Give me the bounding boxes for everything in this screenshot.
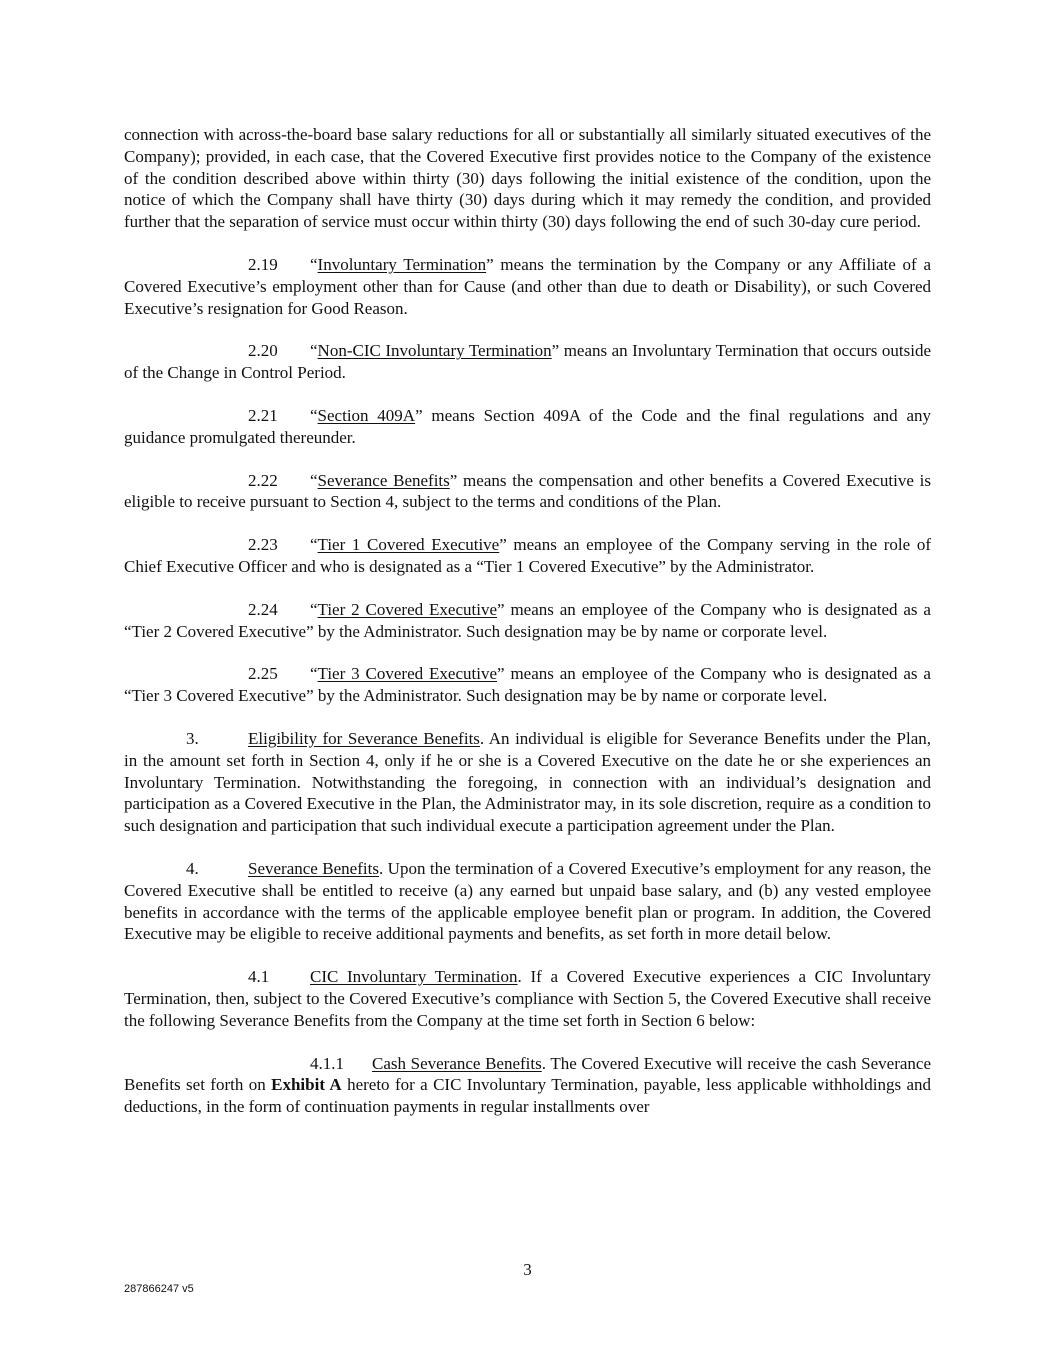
- definition-text: ” means an employee of the Company who is designated as a “Tier 3 Covered Executive” by the Administrator. Such designation may be by name or corporate level.: [124, 664, 931, 706]
- defined-term: Non-CIC Involuntary Termination: [317, 341, 552, 361]
- section-text: . Upon the termination of a Covered Executive’s employment for any reason, the Covered Executive shall be entitled to receive (a) any earned but unpaid base salary, and (b) any vested employee benefits in accordance with the terms of the applicable employee benefit plan or program. In addition, the Covered Executive may be eligible to receive additional payments and benefits, as set forth in more detail below.: [124, 858, 931, 944]
- defined-term: Tier 2 Covered Executive: [317, 599, 497, 619]
- section-number: 4.1.1: [310, 1053, 344, 1073]
- section-number: 2.24: [248, 599, 278, 619]
- open-quote: “: [310, 535, 318, 555]
- exhibit-reference: Exhibit A: [271, 1075, 342, 1095]
- open-quote: “: [310, 599, 318, 619]
- section-number: 2.21: [248, 405, 278, 425]
- section-2-25: [124, 663, 931, 707]
- section-number: 2.22: [248, 470, 278, 490]
- section-4-1: [124, 966, 931, 1031]
- section-heading: Cash Severance Benefits: [372, 1053, 542, 1073]
- section-text: . The Covered Executive will receive the cash Severance Benefits set forth on: [124, 1053, 931, 1095]
- section-3: [124, 728, 931, 837]
- section-text: . An individual is eligible for Severance Benefits under the Plan, in the amount set forth in Section 4, only if he or she is a Covered Executive on the date he or she experiences an Involuntary Termination. Notwithstanding the foregoing, in connection with an individual’s designation and participation as a Covered Executive in the Plan, the Administrator may, in its sole discretion, require as a condition to such designation and participation that such individual execute a participation agreement under the Plan.: [124, 728, 931, 836]
- section-2-20: [124, 340, 931, 384]
- open-quote: “: [310, 341, 318, 361]
- section-number: 2.19: [248, 254, 278, 274]
- definition-text: ” means Section 409A of the Code and the final regulations and any guidance promulgated thereunder.: [124, 405, 931, 447]
- defined-term: Tier 1 Covered Executive: [317, 535, 500, 555]
- definition-text: ” means an Involuntary Termination that occurs outside of the Change in Control Period.: [124, 341, 931, 383]
- page-number: 3: [523, 1260, 532, 1279]
- section-number: 2.20: [248, 341, 278, 361]
- section-2-21: [124, 405, 931, 449]
- section-heading: CIC Involuntary Termination: [310, 967, 518, 987]
- defined-term: Involuntary Termination: [317, 254, 487, 274]
- section-number: 2.25: [248, 664, 278, 684]
- document-id: 287866247 v5: [124, 1283, 194, 1295]
- section-4: [124, 858, 931, 945]
- section-2-19: [124, 254, 931, 319]
- definition-text: ” means the termination by the Company or any Affiliate of a Covered Executive’s employment other than for Cause (and other than due to death or Disability), or such Covered Executive’s resignation for Good Reason.: [124, 254, 931, 318]
- open-quote: “: [310, 664, 318, 684]
- document-page: [124, 124, 931, 1139]
- open-quote: “: [310, 405, 318, 425]
- defined-term: Tier 3 Covered Executive: [317, 664, 497, 684]
- section-4-1-1: [124, 1053, 931, 1118]
- section-number: 4.: [186, 858, 199, 878]
- section-heading: Eligibility for Severance Benefits: [248, 728, 480, 748]
- section-2-22: [124, 470, 931, 514]
- section-text-continued: hereto for a CIC Involuntary Termination, payable, less applicable withholdings and deductions, in the form of continuation payments in regular installments over: [124, 1075, 931, 1117]
- definition-text: ” means an employee of the Company who is designated as a “Tier 2 Covered Executive” by the Administrator. Such designation may be by name or corporate level.: [124, 599, 931, 641]
- defined-term: Severance Benefits: [317, 470, 450, 490]
- paragraph-continuation: connection with across-the-board base salary reductions for all or substantially all similarly situated executives of the Company); provided, in each case, that the Covered Executive first provides notice to the Company of the existence of the condition described above within thirty (30) days following the initial existence of the condition, upon the notice of which the Company shall have thirty (30) days during which it may remedy the condition, and provided further that the separation of service must occur within thirty (30) days following the end of such 30-day cure period.: [124, 125, 931, 232]
- section-2-23: [124, 534, 931, 578]
- definition-text: ” means the compensation and other benefits a Covered Executive is eligible to receive pursuant to Section 4, subject to the terms and conditions of the Plan.: [124, 470, 931, 512]
- open-quote: “: [310, 254, 318, 274]
- section-number: 4.1: [248, 967, 270, 987]
- open-quote: “: [310, 470, 318, 490]
- section-text: . If a Covered Executive experiences a CIC Involuntary Termination, then, subject to the Covered Executive’s compliance with Section 5, the Covered Executive shall receive the following Severance Benefits from the Company at the time set forth in Section 6 below:: [124, 967, 931, 1030]
- section-number: 2.23: [248, 535, 278, 555]
- section-heading: Severance Benefits: [248, 858, 379, 878]
- section-2-24: [124, 599, 931, 643]
- definition-text: ” means an employee of the Company serving in the role of Chief Executive Officer and who is designated as a “Tier 1 Covered Executive” by the Administrator.: [124, 535, 931, 576]
- section-number: 3.: [186, 728, 199, 748]
- defined-term: Section 409A: [317, 405, 416, 425]
